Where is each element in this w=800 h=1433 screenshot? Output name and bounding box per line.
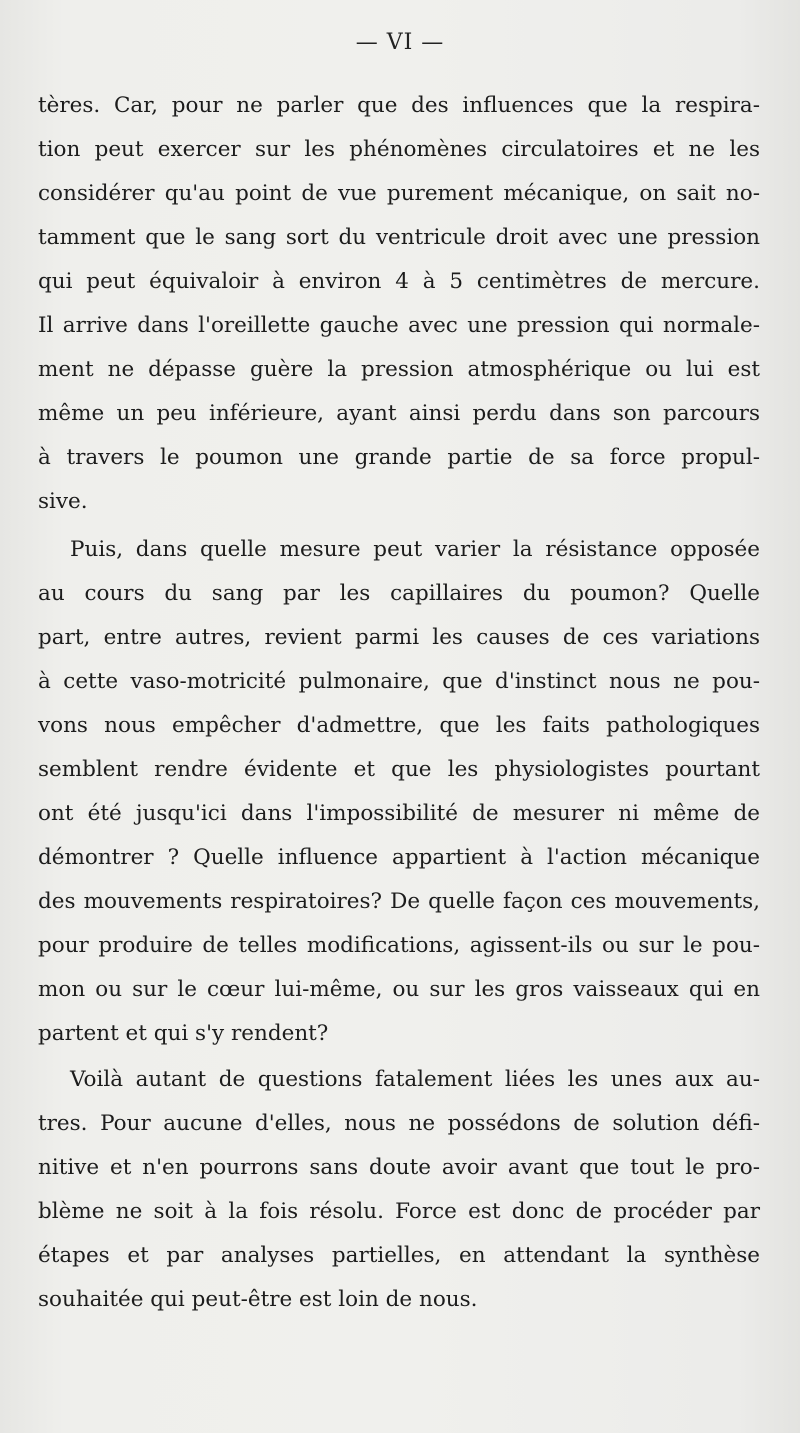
text-line: part, entre autres, revient parmi les causes de ces variations: [38, 625, 760, 650]
text-line: nitive et n'en pourrons sans doute avoir avant que tout le pro-: [38, 1155, 760, 1180]
text-line: Voilà autant de questions fatalement liées les unes aux au-: [70, 1067, 760, 1092]
text-line: tères. Car, pour ne parler que des influences que la respira-: [38, 93, 760, 118]
text-line: Puis, dans quelle mesure peut varier la résistance opposée: [70, 537, 760, 562]
text-line: au cours du sang par les capillaires du poumon? Quelle: [38, 581, 760, 606]
text-line: mon ou sur le cœur lui-même, ou sur les gros vaisseaux qui en: [38, 977, 760, 1002]
text-line: tion peut exercer sur les phénomènes circulatoires et ne les: [38, 137, 760, 162]
text-line: vons nous empêcher d'admettre, que les faits pathologiques: [38, 713, 760, 738]
text-line: à travers le poumon une grande partie de sa force propul-: [38, 445, 760, 470]
text-line: souhaitée qui peut-être est loin de nous.: [38, 1287, 478, 1312]
text-line: qui peut équivaloir à environ 4 à 5 centimètres de mercure.: [38, 269, 760, 294]
text-line: sive.: [38, 489, 88, 514]
text-line: étapes et par analyses partielles, en attendant la synthèse: [38, 1243, 760, 1268]
text-line: blème ne soit à la fois résolu. Force est donc de procéder par: [38, 1199, 760, 1224]
text-line: démontrer ? Quelle influence appartient à l'action mécanique: [38, 845, 760, 870]
text-line: à cette vaso-motricité pulmonaire, que d'instinct nous ne pou-: [38, 669, 760, 694]
text-line: des mouvements respiratoires? De quelle façon ces mouvements,: [38, 889, 760, 914]
text-line: considérer qu'au point de vue purement mécanique, on sait no-: [38, 181, 760, 206]
text-line: même un peu inférieure, ayant ainsi perdu dans son parcours: [38, 401, 760, 426]
text-line: tres. Pour aucune d'elles, nous ne possédons de solution défi-: [38, 1111, 760, 1136]
text-line: tamment que le sang sort du ventricule droit avec une pression: [38, 225, 760, 250]
text-line: Il arrive dans l'oreillette gauche avec une pression qui normale-: [38, 313, 760, 338]
text-line: semblent rendre évidente et que les physiologistes pourtant: [38, 757, 760, 782]
text-line: partent et qui s'y rendent?: [38, 1021, 329, 1046]
text-line: ment ne dépasse guère la pression atmosphérique ou lui est: [38, 357, 760, 382]
page-number-header: — VI —: [355, 30, 445, 55]
text-line: pour produire de telles modifications, agissent-ils ou sur le pou-: [38, 933, 760, 958]
text-line: ont été jusqu'ici dans l'impossibilité de mesurer ni même de: [38, 801, 760, 826]
